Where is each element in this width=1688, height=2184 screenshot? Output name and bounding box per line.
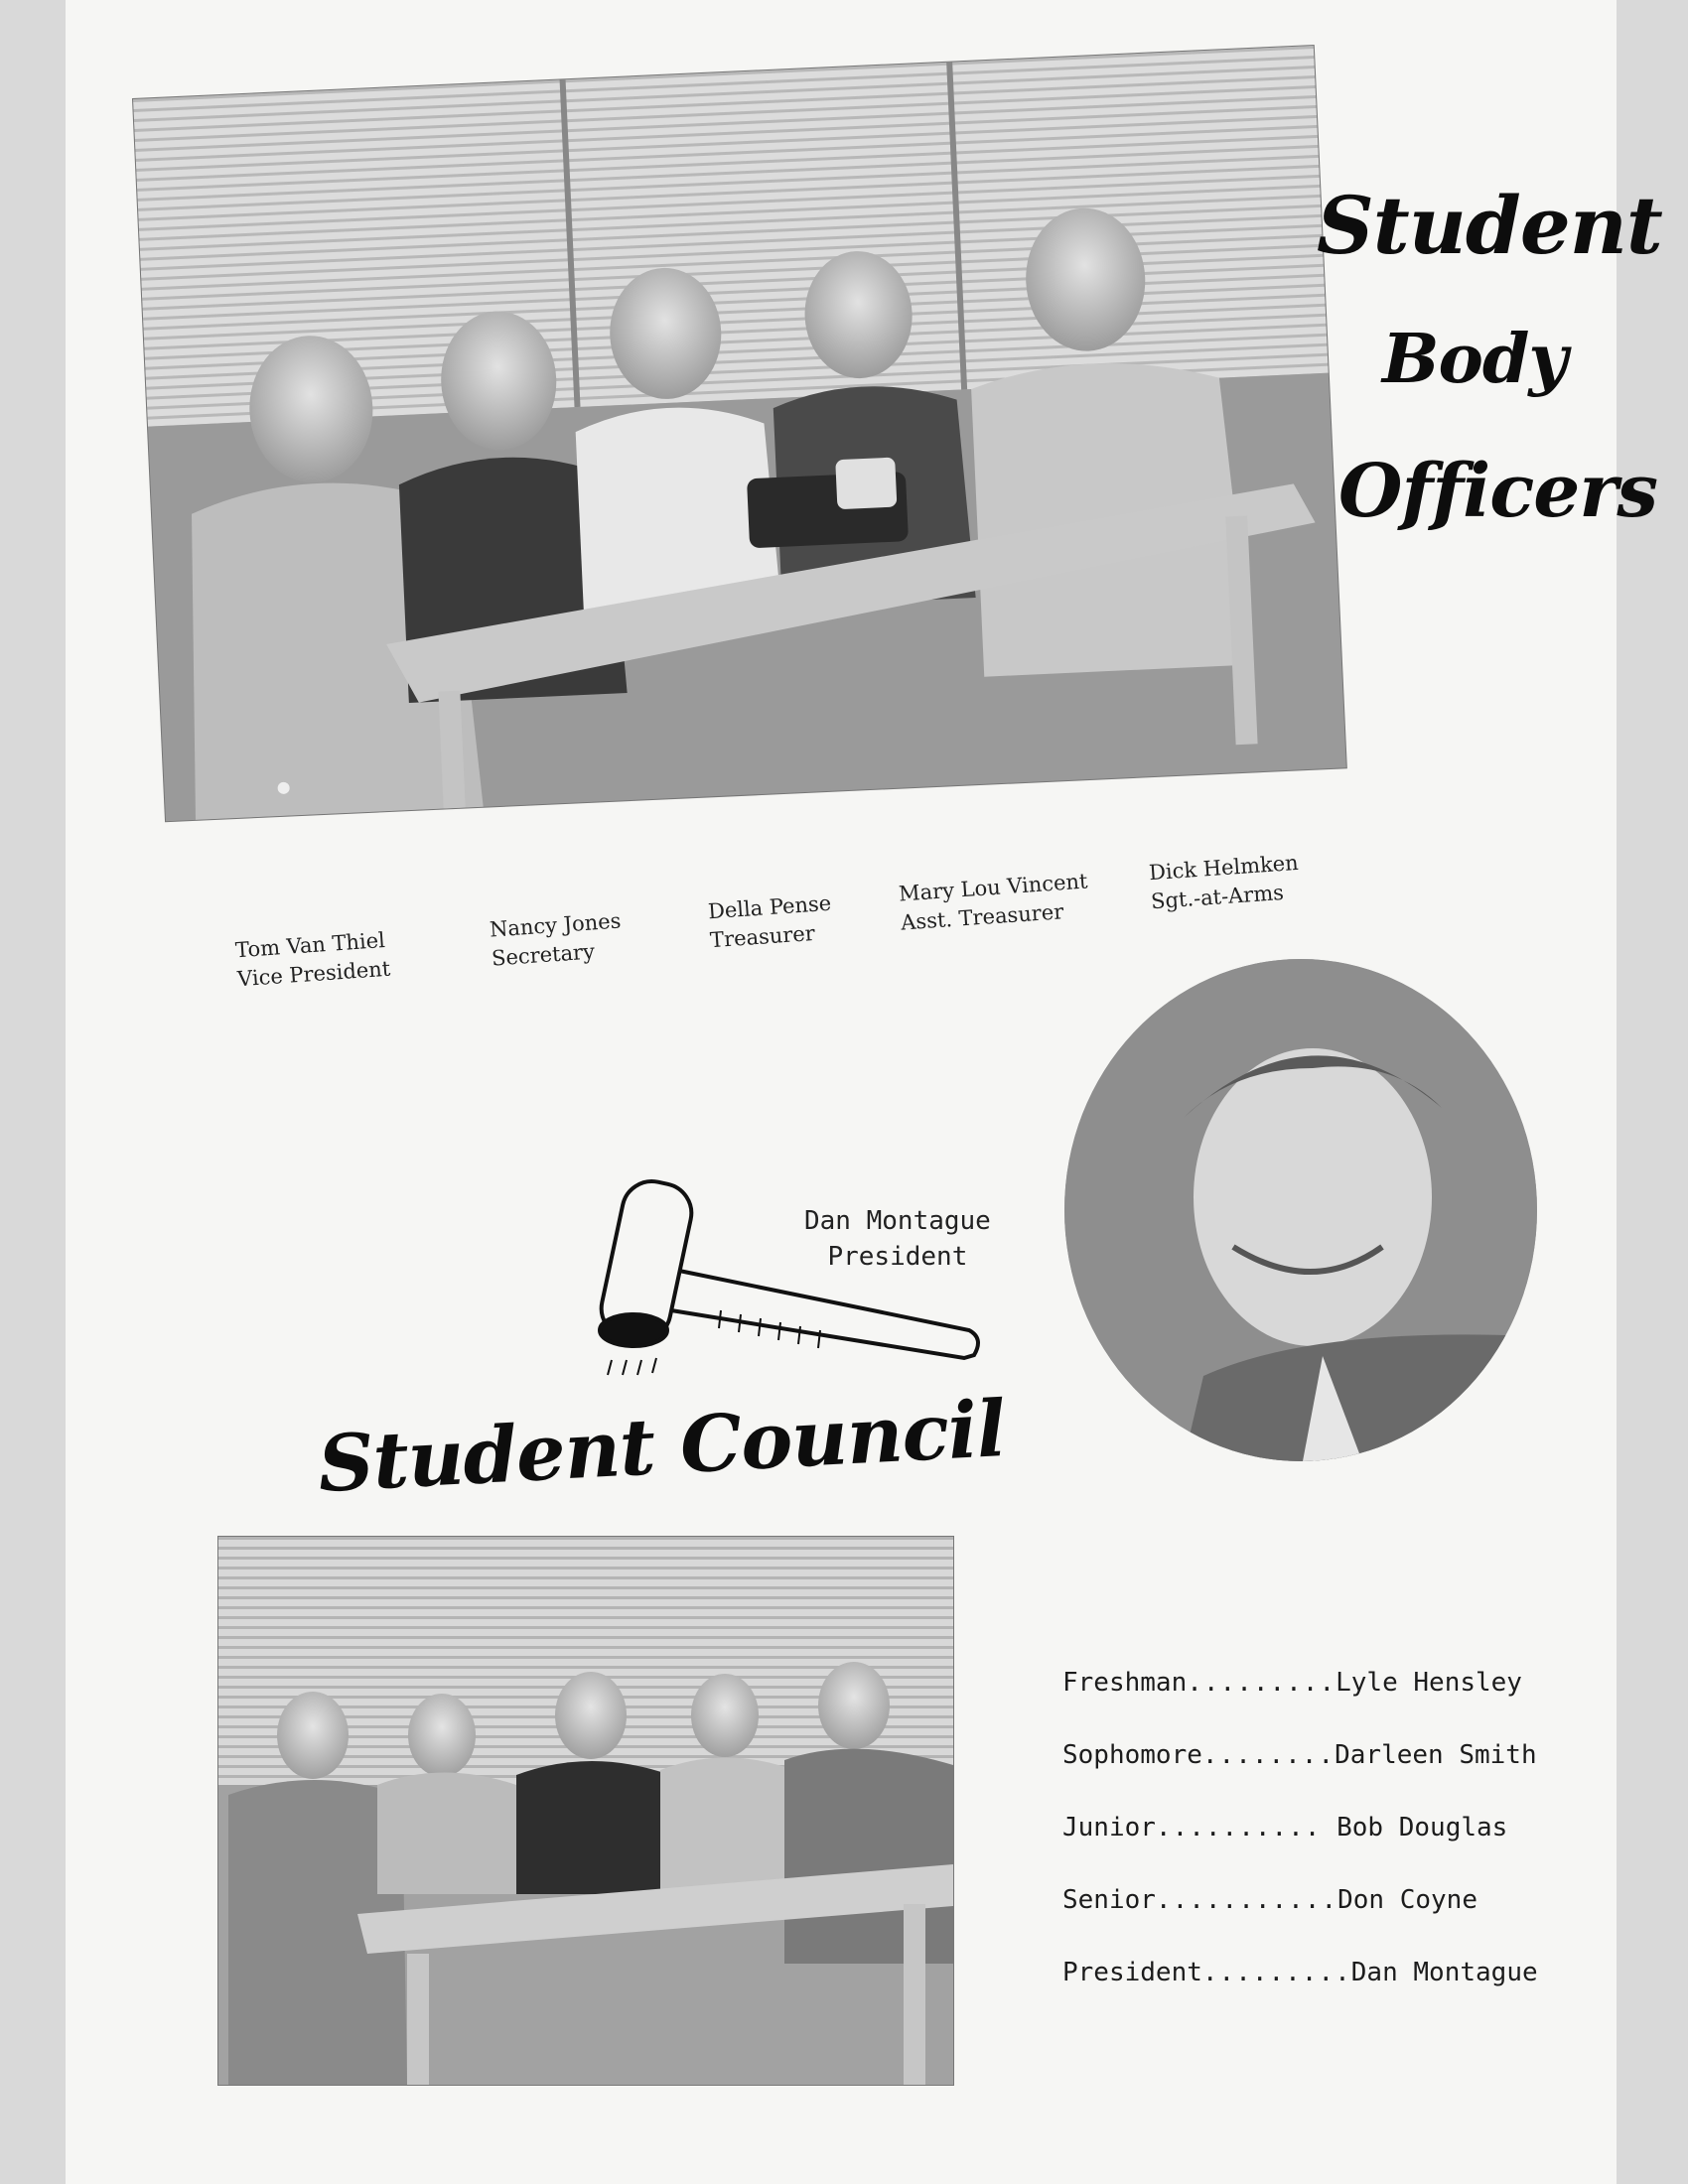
- officer-name: Dick Helmken: [1148, 850, 1300, 886]
- officers-title-line-3: Officers: [1338, 449, 1658, 534]
- council-member-name: Dan Montague: [1350, 1958, 1538, 1987]
- council-row: [1062, 1958, 1618, 2030]
- council-class: Senior: [1062, 1885, 1156, 1915]
- council-row: [1062, 1668, 1618, 1740]
- president-name: Dan Montague: [804, 1206, 991, 1236]
- officer-caption: [707, 889, 834, 956]
- council-class: Junior: [1062, 1813, 1156, 1843]
- officer-role: Sgt.-at-Arms: [1150, 880, 1285, 914]
- dot-leader: .........: [1201, 1958, 1351, 1987]
- president-caption: [804, 1203, 991, 1275]
- council-member-name: Bob Douglas: [1336, 1813, 1508, 1843]
- council-group-photo: [218, 1537, 953, 2085]
- dot-leader: ...........: [1155, 1885, 1338, 1915]
- council-member-name: Lyle Hensley: [1336, 1668, 1522, 1698]
- dot-leader: .........: [1187, 1668, 1336, 1698]
- council-class: President: [1062, 1958, 1202, 1987]
- officer-name: Nancy Jones: [489, 908, 623, 942]
- officer-name: Mary Lou Vincent: [898, 869, 1089, 906]
- officer-name: Della Pense: [707, 890, 832, 924]
- council-row: [1062, 1885, 1618, 1958]
- officer-caption: [1148, 849, 1301, 916]
- officer-caption: [234, 926, 391, 995]
- officers-title-line-2: Body: [1382, 320, 1567, 399]
- council-class: Sophomore: [1062, 1740, 1202, 1770]
- council-member-name: Darleen Smith: [1335, 1740, 1537, 1770]
- president-role: President: [827, 1242, 968, 1272]
- council-row: [1062, 1740, 1618, 1813]
- officer-role: Vice President: [236, 956, 391, 992]
- council-roster: [1062, 1668, 1618, 2030]
- council-class: Freshman: [1062, 1668, 1188, 1698]
- council-member-name: Don Coyne: [1337, 1885, 1477, 1915]
- council-title: Student Council: [316, 1383, 1008, 1511]
- officers-title-line-1: Student: [1317, 179, 1662, 272]
- officer-role: Asst. Treasurer: [900, 899, 1064, 935]
- officer-role: Treasurer: [709, 920, 816, 953]
- dot-leader: ........: [1201, 1740, 1336, 1770]
- council-row: [1062, 1813, 1618, 1885]
- officer-name: Tom Van Thiel: [234, 927, 386, 963]
- officers-group-photo: [133, 46, 1346, 821]
- president-portrait: [1064, 959, 1537, 1461]
- yearbook-page: [66, 0, 1662, 2184]
- dot-leader: ..........: [1155, 1813, 1322, 1843]
- officer-caption: [489, 906, 624, 973]
- officer-role: Secretary: [491, 939, 596, 971]
- officer-caption: [898, 867, 1090, 937]
